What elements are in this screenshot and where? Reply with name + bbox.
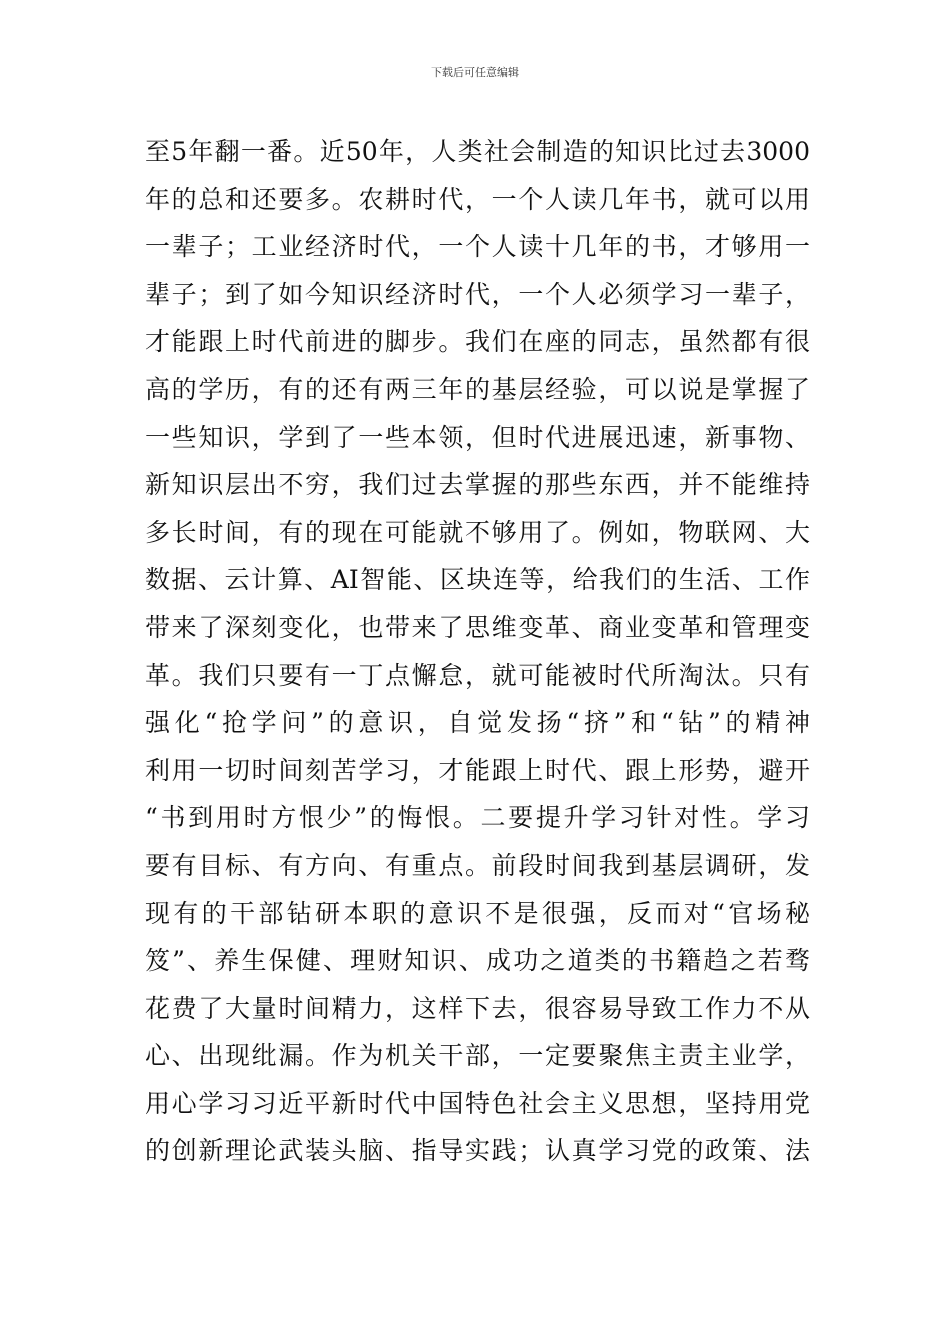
text-line: 一辈子；工业经济时代，一个人读十几年的书，才够用一 bbox=[145, 232, 810, 262]
text-line: 才能跟上时代前进的脚步。我们在座的同志，虽然都有很 bbox=[145, 327, 810, 357]
text-line: 带来了深刻变化，也带来了思维变革、商业变革和管理变 bbox=[145, 612, 810, 642]
text-line: 数据、云计算、AI智能、区块连等，给我们的生活、工作 bbox=[145, 565, 810, 595]
text-line: 用心学习习近平新时代中国特色社会主义思想，坚持用党 bbox=[145, 1088, 810, 1118]
text-line: 多长时间，有的现在可能就不够用了。例如，物联网、大 bbox=[145, 517, 810, 547]
text-line: 心、出现纰漏。作为机关干部，一定要聚焦主责主业学， bbox=[145, 1041, 810, 1071]
text-line: 革。我们只要有一丁点懈怠，就可能被时代所淘汰。只有 bbox=[145, 660, 810, 690]
text-line: 的创新理论武装头脑、指导实践；认真学习党的政策、法 bbox=[145, 1136, 810, 1166]
text-line: 花费了大量时间精力，这样下去，很容易导致工作力不从 bbox=[145, 993, 810, 1023]
text-line: 一些知识，学到了一些本领，但时代进展迅速，新事物、 bbox=[145, 422, 810, 452]
page-header-note: 下载后可任意编辑 bbox=[431, 66, 519, 79]
text-line: 强化“抢学问”的意识，自觉发扬“挤”和“钻”的精神 bbox=[145, 708, 810, 738]
text-line: 利用一切时间刻苦学习，才能跟上时代、跟上形势，避开 bbox=[145, 755, 810, 785]
text-line: 高的学历，有的还有两三年的基层经验，可以说是掌握了 bbox=[145, 374, 810, 404]
text-line: 年的总和还要多。农耕时代，一个人读几年书，就可以用 bbox=[145, 184, 810, 214]
body-text bbox=[145, 128, 810, 1175]
text-line: “书到用时方恨少”的悔恨。二要提升学习针对性。学习 bbox=[145, 803, 810, 833]
text-line: 辈子；到了如今知识经济时代，一个人必须学习一辈子， bbox=[145, 279, 810, 309]
text-line: 要有目标、有方向、有重点。前段时间我到基层调研，发 bbox=[145, 850, 810, 880]
text-line: 新知识层出不穷，我们过去掌握的那些东西，并不能维持 bbox=[145, 470, 810, 500]
text-line: 现有的干部钻研本职的意识不是很强，反而对“官场秘 bbox=[145, 898, 810, 928]
text-line: 笈”、养生保健、理财知识、成功之道类的书籍趋之若骛 bbox=[145, 946, 810, 976]
text-line: 至5年翻一番。近50年，人类社会制造的知识比过去3000 bbox=[145, 137, 810, 166]
